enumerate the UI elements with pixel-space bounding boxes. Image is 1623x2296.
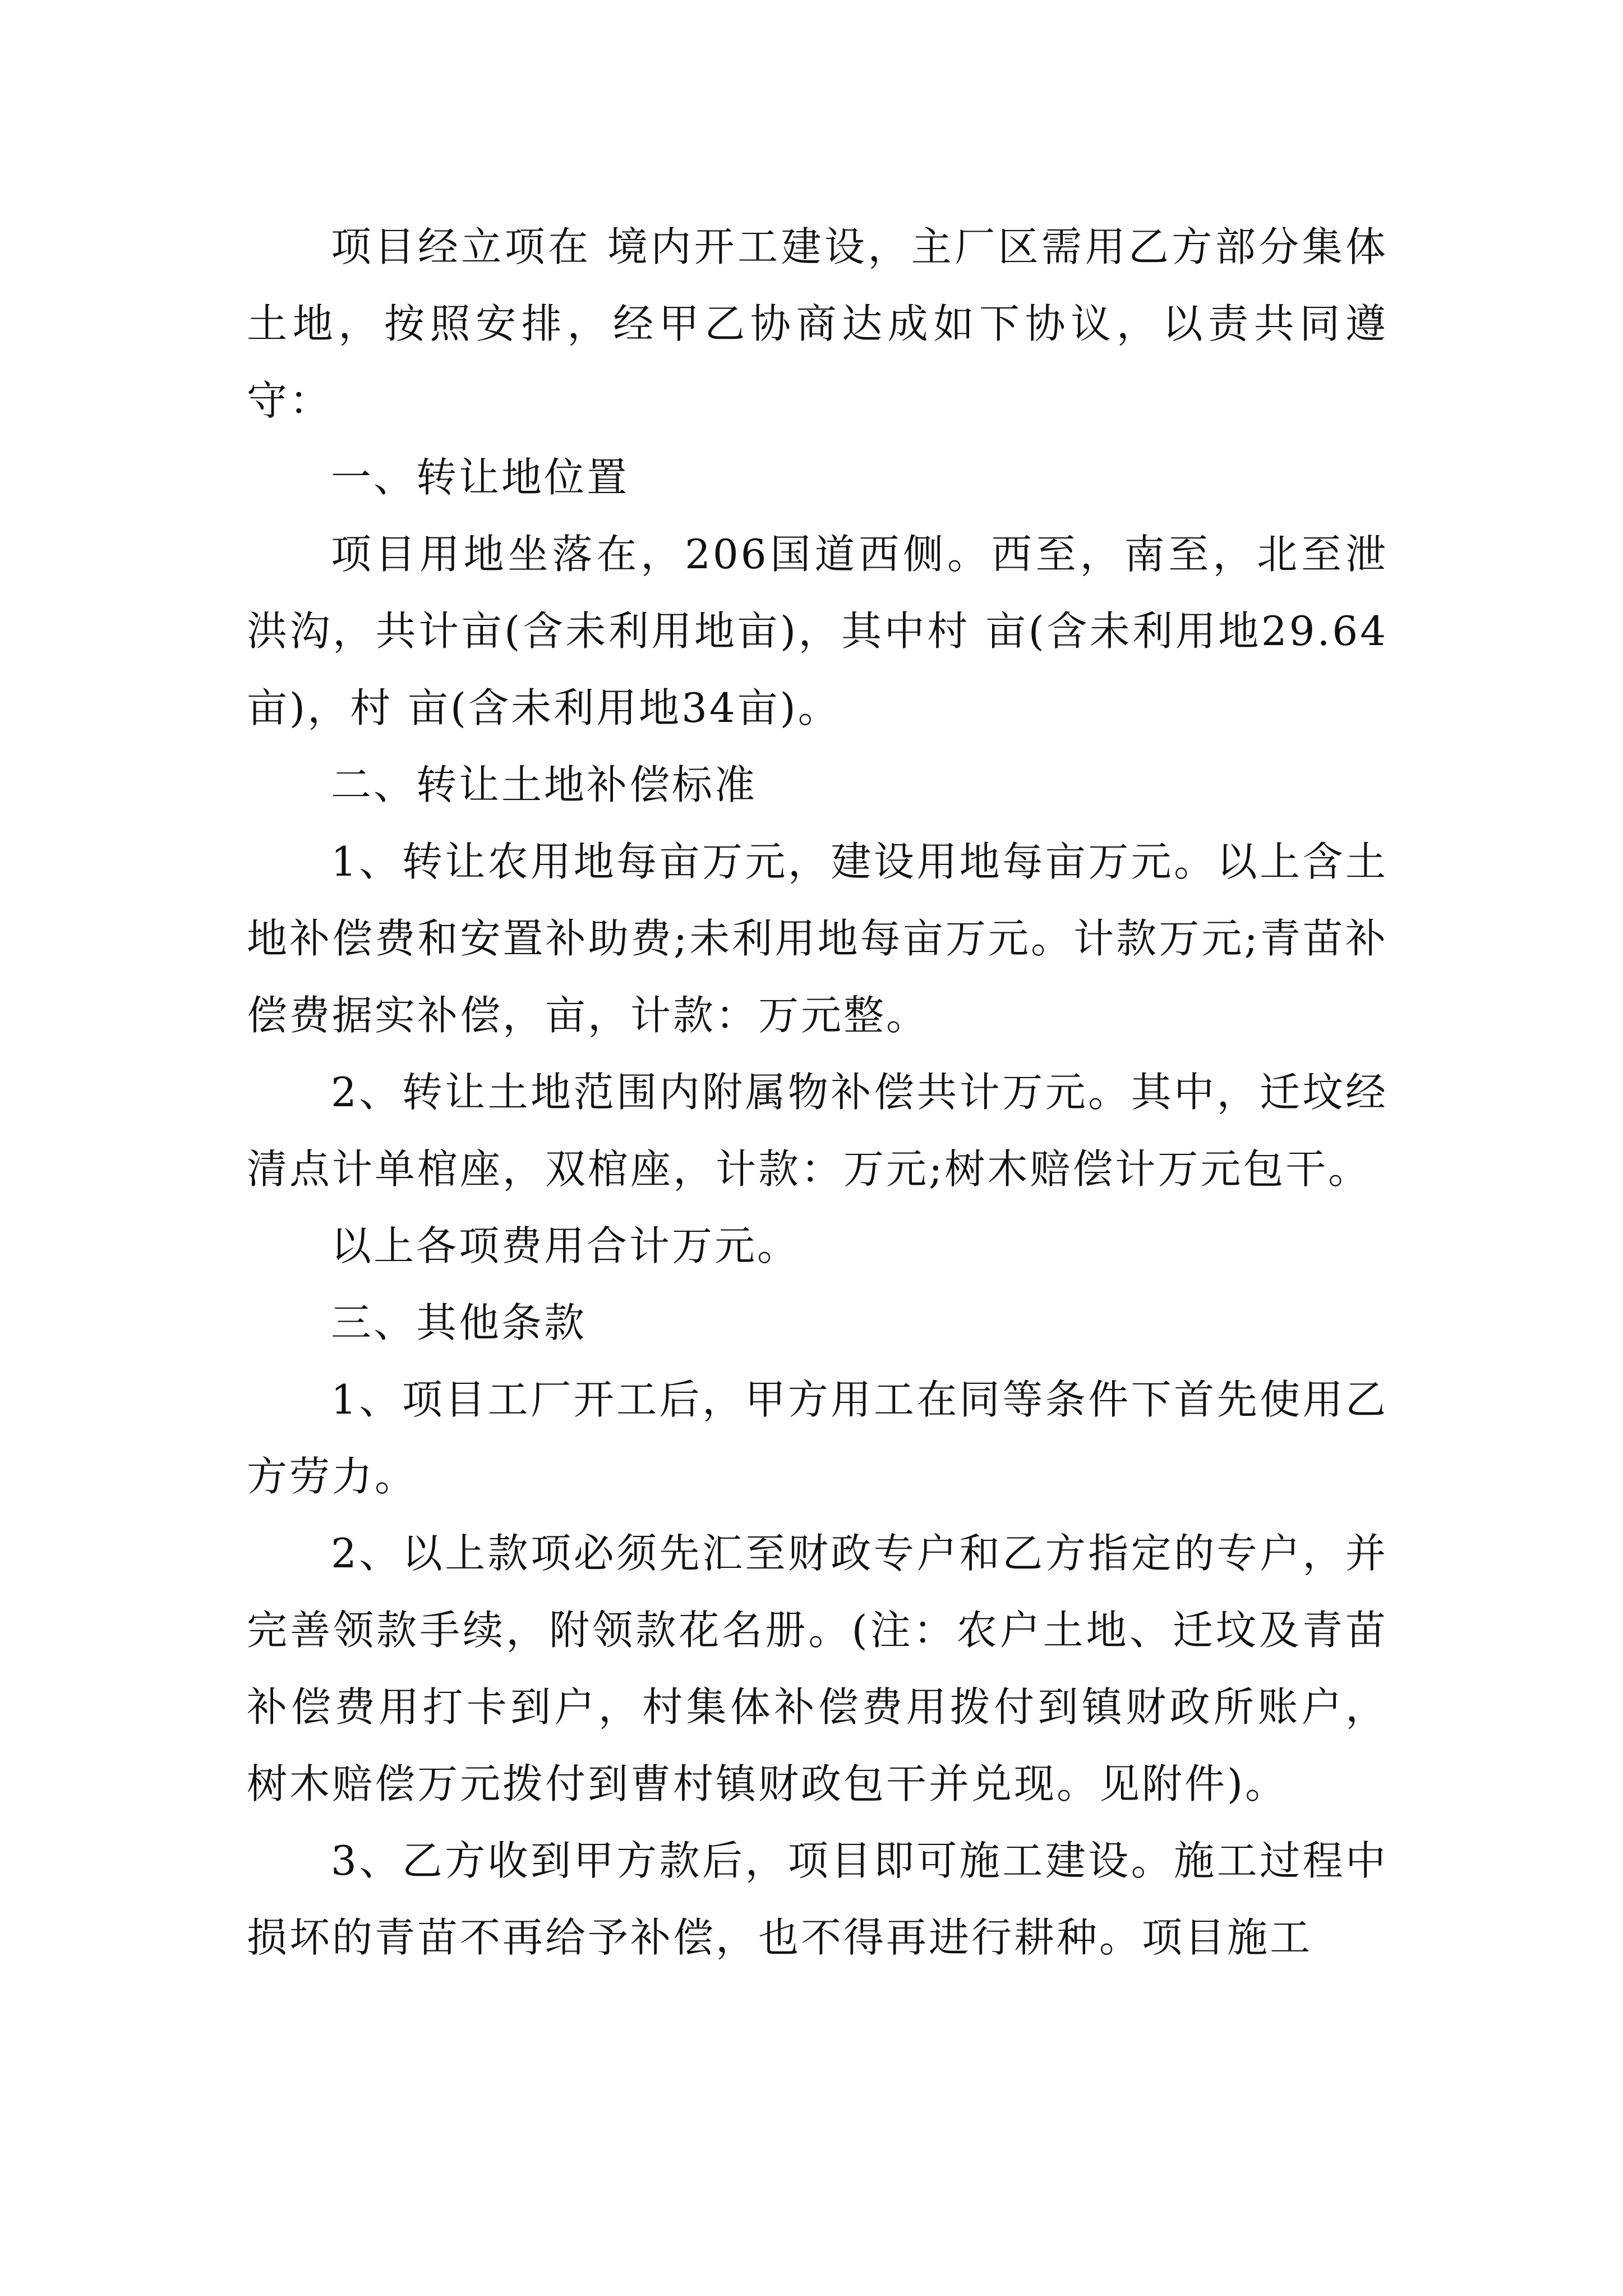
paragraph-clause-3: 3、乙方收到甲方款后，项目即可施工建设。施工过程中损坏的青苗不再给予补偿，也不得再进行耕种。项目施工 bbox=[247, 1837, 1388, 1961]
paragraph-total: 以上各项费用合计万元。 bbox=[331, 1222, 800, 1269]
paragraph-land-compensation: 1、转让农用地每亩万元，建设用地每亩万元。以上含土地补偿费和安置补助费;未利用地每亩万元。计款万元;青苗补偿费据实补偿，亩，计款：万元整。 bbox=[247, 838, 1388, 1039]
paragraph-attachment-compensation: 2、转让土地范围内附属物补偿共计万元。其中，迁坟经清点计单棺座，双棺座，计款：万元;树木赔偿计万元包干。 bbox=[247, 1069, 1388, 1193]
paragraph-location: 项目用地坐落在，206国道西侧。西至，南至，北至泄洪沟，共计亩(含未利用地亩)，其中村 亩(含未利用地29.64亩)，村 亩(含未利用地34亩)。 bbox=[247, 531, 1388, 731]
heading-section-3: 三、其他条款 bbox=[331, 1299, 587, 1346]
paragraph-intro: 项目经立项在 境内开工建设，主厂区需用乙方部分集体土地，按照安排，经甲乙协商达成如下协议，以责共同遵守： bbox=[247, 223, 1388, 424]
heading-section-1: 一、转让地位置 bbox=[331, 454, 630, 501]
paragraph-clause-1: 1、项目工厂开工后，甲方用工在同等条件下首先使用乙方劳力。 bbox=[247, 1376, 1388, 1500]
heading-section-2: 二、转让土地补偿标准 bbox=[331, 761, 758, 808]
document-body bbox=[247, 209, 1388, 1976]
paragraph-clause-2: 2、以上款项必须先汇至财政专户和乙方指定的专户，并完善领款手续，附领款花名册。(注：农户土地、迁坟及青苗补偿费用打卡到户，村集体补偿费用拨付到镇财政所账户，树木赔偿万元拨付到曹村镇财政包干并兑现。见附件)。 bbox=[247, 1530, 1388, 1807]
